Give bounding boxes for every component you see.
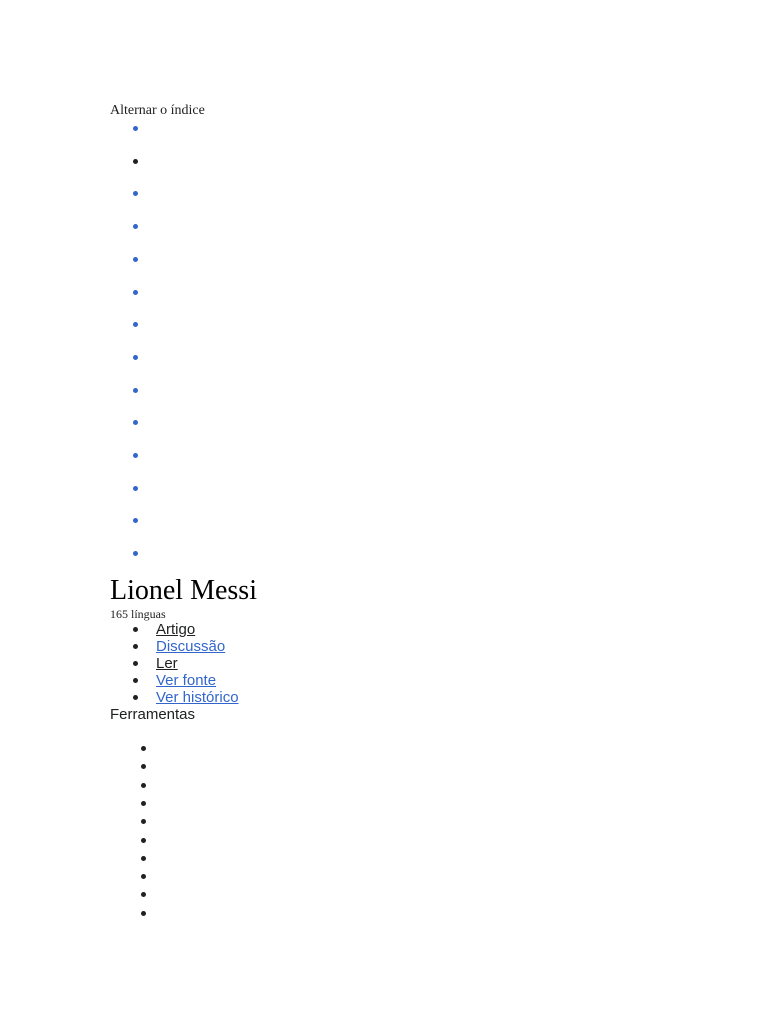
tools-item-bullet[interactable] [141, 911, 146, 916]
tab-artigo[interactable]: Artigo [156, 621, 196, 638]
tab-ver-fonte[interactable]: Ver fonte [156, 672, 217, 689]
nav-item-discussao [110, 638, 239, 655]
bullet-icon [133, 695, 138, 700]
bullet-icon [133, 678, 138, 683]
tab-ver-historico[interactable]: Ver histórico [156, 689, 239, 706]
toc-item-bullet[interactable] [133, 486, 138, 491]
tools-item-bullet[interactable] [141, 801, 146, 806]
bullet-icon [133, 661, 138, 666]
page-actions-nav [110, 621, 239, 706]
tools-item-bullet[interactable] [141, 892, 146, 897]
toc-item-bullet[interactable] [133, 159, 138, 164]
tab-ler[interactable]: Ler [156, 655, 178, 672]
page-title: Lionel Messi [110, 575, 257, 606]
bullet-icon [133, 627, 138, 632]
toc-item-bullet[interactable] [133, 453, 138, 458]
tools-item-bullet[interactable] [141, 819, 146, 824]
tools-item-bullet[interactable] [141, 874, 146, 879]
toc-item-bullet[interactable] [133, 257, 138, 262]
tools-item-bullet[interactable] [141, 856, 146, 861]
toc-item-bullet[interactable] [133, 420, 138, 425]
toc-item-bullet[interactable] [133, 388, 138, 393]
tools-item-bullet[interactable] [141, 764, 146, 769]
toc-item-bullet[interactable] [133, 355, 138, 360]
bullet-icon [133, 644, 138, 649]
toc-item-bullet[interactable] [133, 518, 138, 523]
nav-item-ver-fonte [110, 672, 239, 689]
nav-item-ler [110, 655, 239, 672]
toc-item-bullet[interactable] [133, 290, 138, 295]
tab-discussao[interactable]: Discussão [156, 638, 226, 655]
toc-item-bullet[interactable] [133, 224, 138, 229]
tools-menu-toggle[interactable]: Ferramentas [110, 706, 196, 723]
tools-item-bullet[interactable] [141, 783, 146, 788]
tools-item-bullet[interactable] [141, 746, 146, 751]
toc-item-bullet[interactable] [133, 191, 138, 196]
toc-item-bullet[interactable] [133, 126, 138, 131]
nav-item-ver-historico [110, 689, 239, 706]
toc-toggle[interactable]: Alternar o índice [110, 103, 205, 118]
tools-item-bullet[interactable] [141, 838, 146, 843]
language-selector[interactable]: 165 línguas [110, 607, 166, 621]
toc-item-bullet[interactable] [133, 551, 138, 556]
toc-item-bullet[interactable] [133, 322, 138, 327]
nav-item-artigo [110, 621, 239, 638]
